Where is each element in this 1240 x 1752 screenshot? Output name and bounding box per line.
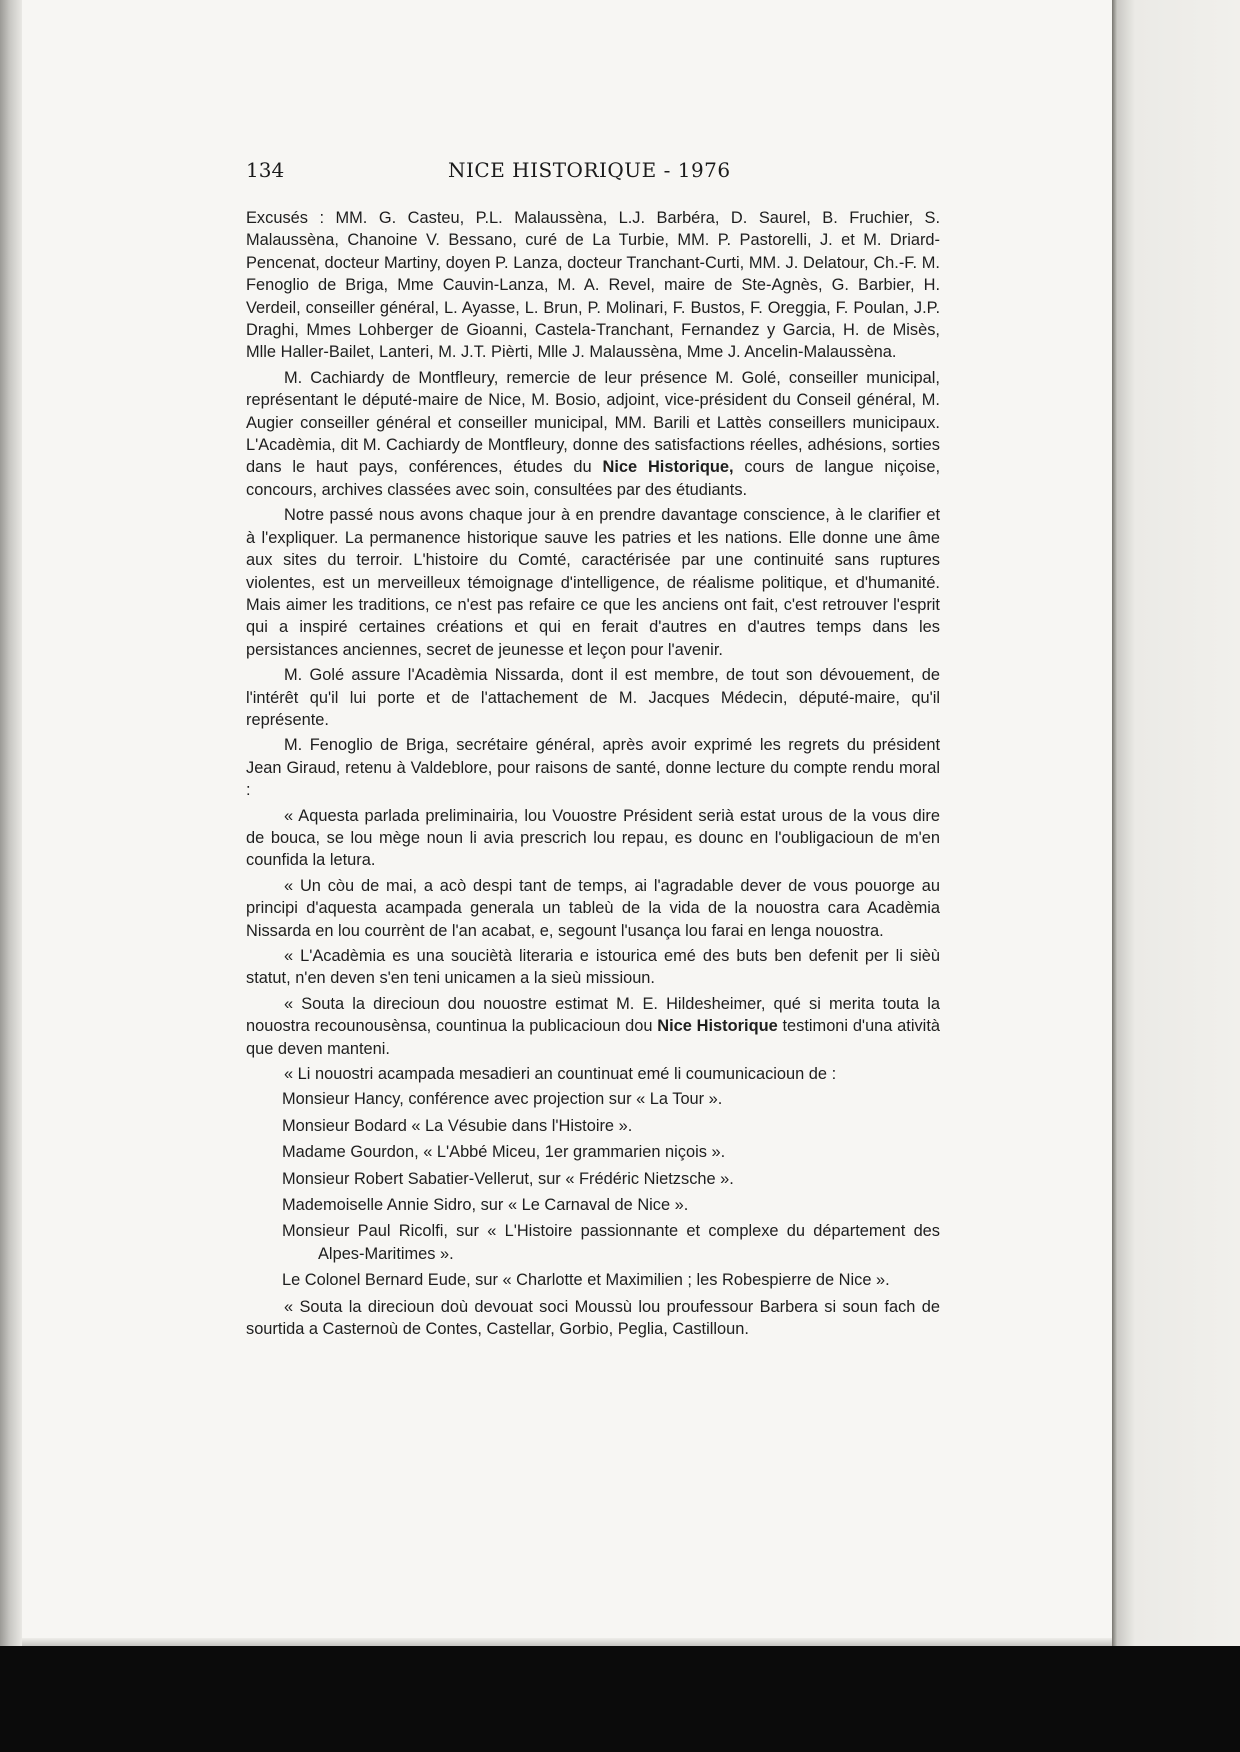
lecture-item: Le Colonel Bernard Eude, sur « Charlotte et Maximilien ; les Robespierre de Nice ». <box>282 1271 890 1290</box>
lecture-item: Monsieur Bodard « La Vésubie dans l'Histoire ». <box>282 1116 633 1135</box>
text-run: testimoni d'una atività que deven manteni. <box>246 1017 940 1058</box>
text-run: cours de langue niçoise, concours, archives classées avec soin, consultées par des étudiants. <box>246 458 940 499</box>
page-fold-shadow <box>1112 0 1240 1650</box>
journal-name-bold: Nice Historique <box>657 1017 778 1036</box>
text-run: M. Cachiardy de Montfleury, remercie de leur présence M. Golé, conseiller municipal, représentant le député-maire de Nice, M. Bosio, adjoint, vice-président du Conseil général, M. Augier conseiller général et conseiller municipal, MM. Barili et Lattès conseillers municipaux. L'Acadèmia, dit M. Cachiardy de Montfleury, donne des satisfactions réelles, adhésions, sorties dans le haut pays, conférences, études du <box>246 368 940 477</box>
lecture-item: Madame Gourdon, « L'Abbé Miceu, 1er grammarien niçois ». <box>282 1143 726 1162</box>
running-header <box>246 158 740 186</box>
quote-paragraph: « L'Acadèmia es una souciètà literaria e istourica emé des buts ben defenit per li sièù statut, n'en deven s'en teni unicamen a la sieù missioun. <box>246 947 940 988</box>
lecture-item: Monsieur Paul Ricolfi, sur « L'Histoire passionnante et complexe du département des Alpes-Maritimes ». <box>282 1222 940 1263</box>
lecture-item: Monsieur Hancy, conférence avec projection sur « La Tour ». <box>282 1090 723 1109</box>
gole-paragraph: M. Golé assure l'Acadèmia Nissarda, dont il est membre, de tout son dévouement, de l'intérêt qu'il lui porte et de l'attachement de M. Jacques Médecin, député-maire, qu'il représente. <box>246 666 940 729</box>
lecture-item: Mademoiselle Annie Sidro, sur « Le Carnaval de Nice ». <box>282 1196 689 1215</box>
binding-edge <box>0 0 22 1650</box>
passe-paragraph: Notre passé nous avons chaque jour à en prendre davantage conscience, à le clarifier et à l'expliquer. La permanence historique sauve les patries et les nations. Elle donne une âme aux sites du terroir. L'histoire du Comté, caractérisée par une continuité sans ruptures violentes, est un merveilleux témoignage d'intelligence, de réalisme politique, et d'humanité. Mais aimer les traditions, ce n'est pas refaire ce que les anciens ont fait, c'est retrouver l'esprit qui a inspiré certaines créations et qui en ferait d'autres en d'autres temps dans les persistances anciennes, secret de jeunesse et leçon pour l'avenir. <box>246 506 940 659</box>
quote-paragraph: « Li nouostri acampada mesadieri an countinuat emé li coumunicacioun de : <box>284 1065 837 1084</box>
article-body <box>246 207 940 1344</box>
cachiardy-paragraph <box>246 367 940 501</box>
scanner-background <box>0 1646 1240 1752</box>
page-number: 134 <box>246 158 285 182</box>
quote-paragraph: « Souta la direcioun doù devouat soci Moussù lou proufessour Barbera si soun fach de sourtida a Casternoù de Contes, Castellar, Gorbio, Peglia, Castilloun. <box>246 1297 940 1339</box>
fenoglio-paragraph: M. Fenoglio de Briga, secrétaire général, après avoir exprimé les regrets du président Jean Giraud, retenu à Valdeblore, pour raisons de santé, donne lecture du compte rendu moral : <box>246 736 940 800</box>
journal-name-bold: Nice Historique, <box>602 458 734 477</box>
excuses-paragraph: Excusés : MM. G. Casteu, P.L. Malaussèna, L.J. Barbéra, D. Saurel, B. Fruchier, S. Malaussèna, Chanoine V. Bessano, curé de La Turbie, MM. P. Pastorelli, J. et M. Driard-Pencenat, docteur Martiny, doyen P. Lanza, docteur Tranchant-Curti, MM. J. Delatour, Ch.-F. M. Fenoglio de Briga, Mme Cauvin-Lanza, M. A. Revel, maire de Ste-Agnès, G. Barbier, H. Verdeil, conseiller général, L. Ayasse, L. Brun, P. Molinari, F. Bustos, F. Oreggia, F. Poulan, J.P. Draghi, Mmes Lohberger de Gioanni, Castela-Tranchant, Fernandez y Garcia, H. de Misès, Mlle Haller-Bailet, Lanteri, M. J.T. Pièrti, Mlle J. Malaussèna, Mme J. Ancelin-Malaussèna. <box>246 209 940 362</box>
text-run: « Souta la direcioun dou nouostre estimat M. E. Hildesheimer, qué si merita touta la nouostra recounousènsa, countinua la publicacioun dou <box>246 994 940 1036</box>
journal-title: NICE HISTORIQUE - 1976 <box>448 158 731 182</box>
quote-paragraph <box>246 993 940 1060</box>
quote-paragraph: « Aquesta parlada preliminairia, lou Vouostre Président serià estat urous de la vous dire de bouca, se lou mège noun li avia prescrich lou repau, es dounc en l'oubligacioun de m'en counfida la letura. <box>246 806 940 870</box>
lecture-item: Monsieur Robert Sabatier-Vellerut, sur « Frédéric Nietzsche ». <box>282 1169 734 1188</box>
quote-paragraph: « Un còu de mai, a acò despi tant de temps, ai l'agradable dever de vous pouorge au principi d'aquesta acampada generala un tableù de la vida de la nouostra cara Acadèmia Nissarda en lou courrènt de l'an acabat, e, segount l'usança lou farai en lenga nouostra. <box>246 876 940 940</box>
